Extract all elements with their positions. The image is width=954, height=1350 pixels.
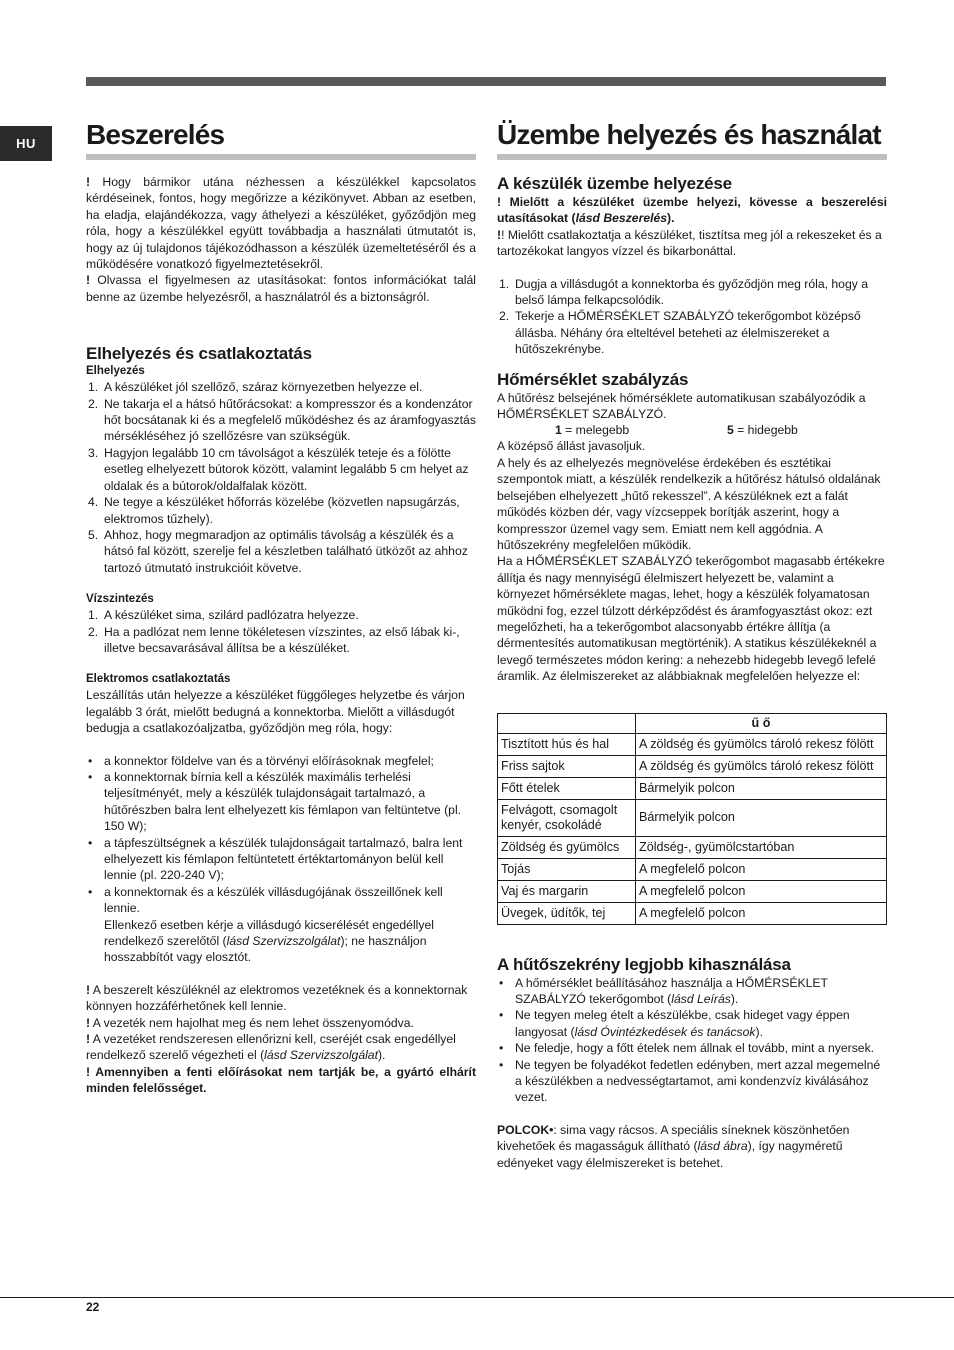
placement-heading: Elhelyezés és csatlakoztatás — [86, 344, 312, 364]
table-row: Vaj és margarin A megfelelő polcon — [498, 880, 887, 902]
temperature-paragraph-1: A hely és az elhelyezés megnövelése érdekében és esztétikai szempontok miatt, a készülék rendelkezik a hűtőrész hátulsó oldalának belsejében elhelyezett „hűtő rekesszel”. A készüléknek ezt a falát működés közben dér, vagy vízcseppek borítják aszerint, hogy a kompresszor üzemel vagy sem. Emiatt nem kell aggódnia. A hűtőszekrény megfelelően működik. — [497, 455, 881, 552]
table-row: Zöldség és gyümölcs Zöldség-, gyümölcstartóban — [498, 836, 887, 858]
table-row: Tisztított hús és hal A zöldség és gyümölcs tároló rekesz fölött — [498, 733, 887, 755]
top-rule — [86, 77, 886, 86]
table-row: Főtt ételek Bármelyik polcon — [498, 777, 887, 799]
electric-checklist — [86, 753, 476, 966]
list-item: 5. Ahhoz, hogy megmaradjon az optimális távolság a készülék és a hátsó fal között, szerelje fel a készletben található ütközőt az ahhoz tartozó útmutató instrukcióit követve. — [88, 527, 468, 575]
startup-note: !! Mielőtt csatlakoztatja a készüléket, tisztítsa meg jól a rekeszeket és a tartozékokat langyos vízzel és bikarbonáttal. — [497, 227, 882, 259]
list-item: 2. Tekerje a HŐMÉRSÉKLET SZABÁLYZÓ tekerőgombot középső állásba. Néhány óra elteltével beteheti az élelmiszereket a hűtőszekrénybe. — [499, 309, 861, 357]
startup-list — [497, 276, 887, 358]
page-number: 22 — [86, 1300, 100, 1314]
installation-column — [86, 118, 476, 1097]
food-storage-table — [497, 713, 887, 925]
table-header-row — [498, 713, 887, 733]
list-item: • Ne feledje, hogy a főtt ételek nem állnak el tovább, mint a nyersek. — [499, 1041, 875, 1056]
shelves-paragraph: POLCOK•: sima vagy rácsos. A speciális síneknek köszönhetően kivehetőek és magasságuk állítható (lásd ábra), így nagyméretű edényeket vagy élelmiszereket is betehet. — [497, 1122, 850, 1170]
electric-intro: Leszállítás után helyezze a készüléket függőleges helyzetbe és várjon legalább 3 órát, mielőtt bedugná a konnektorba. Mielőtt a villásdugót bedugja a csatlakozóaljzatba, győződjön meg róla, hogy: — [86, 688, 465, 736]
leveling-list — [86, 607, 476, 656]
intro-paragraph-1: ! Hogy bármikor utána nézhessen a készülékkel kapcsolatos kérdéseinek, fontos, hogy megőrizze a kézikönyvet. Abban az esetben, ha eladja, elajándékozza, vagy áthelyezi a készüléket, győződjön meg róla, hogy a készülékkel együtt továbbadja a használati útmutatót is, hogy az új tulajdonos tájékozódhasson a készülék üzemeltetéséről és a működésére vonatkozó figyelmeztetésekről. — [86, 175, 476, 272]
installation-title: Beszerelés — [86, 118, 476, 160]
temperature-intro: A hűtőrész belsejének hőmérséklete automatikusan szabályozódik a HŐMÉRSÉKLET SZABÁLYZÓ. — [497, 390, 866, 422]
list-item: 2. Ha a padlózat nem lenne tökéletesen vízszintes, az első lábak ki-, illetve becsavarásával állítsa be a készüléket. — [88, 624, 460, 655]
temperature-middle: A középső állást javasoljuk. — [497, 439, 646, 454]
warning-3: ! A vezetéket rendszeresen ellenőrizni kell, cseréjét csak engedéllyel rendelkező szerelő végezheti el (lásd Szervizszolgálat). — [86, 1032, 456, 1063]
list-item: 1. A készüléket jól szellőző, száraz környezetben helyezze el. — [88, 380, 423, 395]
table-row: Tojás A megfelelő polcon — [498, 858, 887, 880]
intro-paragraph-2: ! Olvassa el figyelmesen az utasításokat: fontos információkat talál benne az üzembe helyezésről, a használatról és a biztonságról. — [86, 273, 476, 304]
usage-title: Üzembe helyezés és használat — [497, 118, 887, 160]
table-header-cell — [498, 713, 636, 733]
thermostat-scale — [497, 422, 887, 438]
list-item: 3. Hagyjon legalább 10 cm távolságot a készülék teteje és a fölötte esetleg elhelyezett bútorok között, valamint legalább 5 cm helyet az oldalak és a bútorok/oldalfalak között. — [88, 445, 469, 493]
scale-colder: 5 = hidegebb — [727, 423, 798, 438]
liability-warning: ! Amennyiben a fenti előírásokat nem tartják be, a gyártó elhárít minden felelősséget. — [86, 1064, 476, 1096]
best-use-list — [497, 975, 887, 1106]
temperature-heading: Hőmérséklet szabályzás — [497, 369, 689, 389]
list-item: 4. Ne tegye a készüléket hőforrás közelébe (közvetlen napsugárzás, elektromos tűzhely). — [88, 495, 460, 526]
usage-column — [497, 118, 887, 1171]
scale-warmer: 1 = melegebb — [555, 423, 630, 438]
startup-heading: A készülék üzembe helyezése — [497, 174, 732, 193]
placement-list — [86, 379, 476, 576]
list-item: • Ne tegyen be folyadékot fedetlen edényben, mert azzal megemelné a készülékben a nedvességtartamot, ami kondenzvíz kiválásához vezet. — [499, 1057, 881, 1105]
table-row: Friss sajtok A zöldség és gyümölcs tároló rekesz fölött — [498, 755, 887, 777]
best-use-heading: A hűtőszekrény legjobb kihasználása — [497, 954, 791, 974]
table-header-cell: ű ő — [636, 713, 887, 733]
table-row: Felvágott, csomagolt kenyér, csokoládé Bármelyik polcon — [498, 799, 887, 836]
list-item: • A hőmérséklet beállításához használja a HŐMÉRSÉKLET SZABÁLYZÓ tekerőgombot (lásd Leírás). — [499, 975, 828, 1006]
warning-1: ! A beszerelt készüléknél az elektromos vezetéknek és a konnektornak könnyen hozzáférhetőnek kell lennie. — [86, 982, 468, 1014]
placement-subheading: Elhelyezés — [86, 365, 145, 378]
list-item: 1. A készüléket sima, szilárd padlózatra helyezze. — [88, 608, 359, 623]
list-item: • a konnektornak bírnia kell a készülék maximális terhelési teljesítményét, mely a készülék tulajdonságait tartalmazó, a hűtőrészben balra lent elhelyezett kis fémlapon van feltüntetve (pl. 150 W); — [88, 769, 462, 834]
list-item: • a tápfeszültségnek a készülék tulajdonságait tartalmazó, balra lent elhelyezett kis fémlapon feltüntetett értéktartományon belül kell lennie (pl. 220-240 V); — [88, 835, 463, 883]
leveling-subheading: Vízszintezés — [86, 593, 154, 606]
list-item: • Ne tegyen meleg ételt a készülékbe, csak hideget vagy éppen langyosat (lásd Óvintézkedések és tanácsok). — [499, 1008, 850, 1039]
electric-subheading: Elektromos csatlakoztatás — [86, 673, 231, 686]
list-item: 1. Dugja a villásdugót a konnektorba és győződjön meg róla, hogy a belső lámpa felkapcsolódik. — [499, 276, 868, 308]
language-tab: HU — [0, 126, 52, 161]
warning-2: ! A vezeték nem hajolhat meg és nem lehet összenyomódva. — [86, 1015, 414, 1030]
footer-rule — [0, 1297, 954, 1298]
temperature-paragraph-2: Ha a HŐMÉRSÉKLET SZABÁLYZÓ tekerőgombot magasabb értékekre állítja és nagy mennyiségű élelmiszert helyezett be, valamint a környezet hőmérséklete magas, lehet, hogy a készülék folyamatosan működni fog, ezzel túlzott dérképződést és áramfogyasztást okoz: ezt megelőzheti, ha a tekerőgombot alacsonyabb értékre állítja (a dérmentesítés automatikusan megtörténik). A statikus készülékeknél a levegő természetes módon kering: a nehezebb hidegebb levegő lefelé áramlik. Az élelmiszereket az alábbiaknak megfelelően helyezze el: — [497, 554, 885, 684]
list-item: • a konnektor földelve van és a törvényi előírásoknak megfelel; — [88, 753, 434, 768]
table-row: Üvegek, üdítők, tej A megfelelő polcon — [498, 902, 887, 924]
list-item: 2. Ne takarja el a hátsó hűtőrácsokat: a kompresszor és a kondenzátor hőt bocsátanak ki és a megfelelő működéshez és az áramfogyasztás mérsékléséhez jó szellőzésre van szükségük. — [88, 396, 476, 444]
list-item: • a konnektornak és a készülék villásdugójának összeillőnek kell lennie. Ellenkező esetben kérje a villásdugó kicserélését engedéllyel rendelkező szerelőtől (lásd Szervizszolgálat); ne használjon hosszabbítót vagy elosztót. — [88, 884, 443, 965]
startup-warning: ! Mielőtt a készüléket üzembe helyezi, kövesse a beszerelési utasításokat (lásd Beszerelés). — [497, 195, 887, 226]
